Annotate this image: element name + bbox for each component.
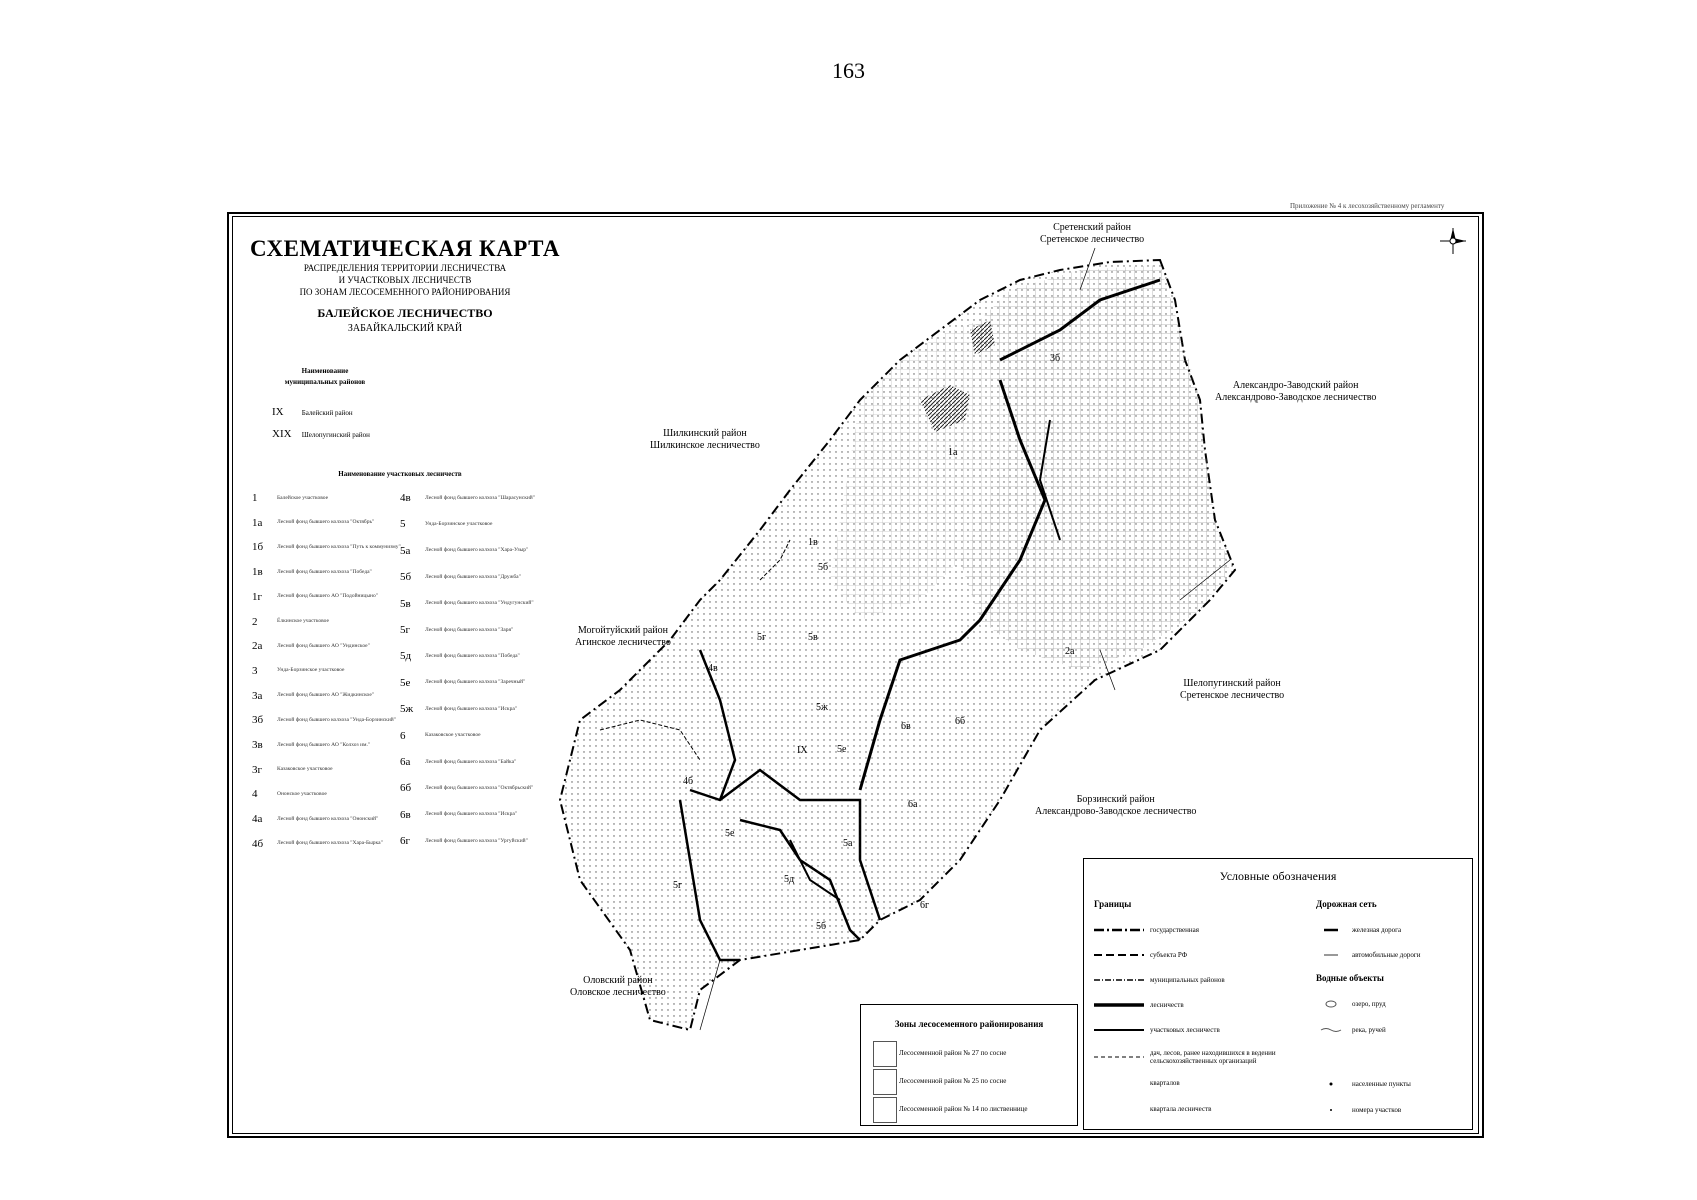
boundary-agro-symbol [1094, 1052, 1144, 1062]
uchastok-item [252, 759, 412, 781]
map-zone-label: 6г [920, 900, 930, 911]
uchastok-code: 1а [252, 516, 263, 529]
legend-row [1316, 950, 1420, 960]
uchastok-name: Лесной фонд бывшего АО "Ундинское" [277, 642, 370, 649]
zone-swatch [873, 1041, 897, 1067]
legend-label: государственная [1150, 926, 1199, 934]
uchastok-item [400, 487, 560, 509]
municipal-name: Балейский район [301, 409, 353, 417]
uchastok-name: Лесной фонд бывшего колхоза "Заря" [425, 626, 514, 633]
uchastok-item [400, 751, 560, 773]
zone-item: Лесосеменной район № 25 по сосне [899, 1077, 1007, 1085]
legend-title: Условные обозначения [1219, 869, 1337, 883]
uchastok-code: 5ж [400, 703, 414, 716]
municipal-name: Шелопугинский район [301, 431, 370, 439]
map-zone-label: 5а [843, 838, 853, 849]
uchastok-code: 4в [400, 492, 411, 504]
uchastok-code: 1в [252, 566, 263, 579]
uchastok-code: 5а [400, 544, 411, 557]
uchastok-code: 5д [400, 650, 412, 663]
municipal-code: XIX [272, 428, 292, 440]
uchastok-code: 3б [252, 714, 264, 727]
legend-label: кварталов [1150, 1079, 1180, 1087]
uchastok-name: Лесной фонд бывшего колхоза "Шарасунский" [425, 494, 535, 501]
legend-label: номера участков [1352, 1106, 1402, 1114]
neighbor-forestry: Шилкинское лесничество [650, 440, 760, 451]
uchastok-item [400, 725, 560, 747]
uchastok-item [400, 619, 560, 641]
neighbor-name: Борзинский район [1076, 794, 1155, 805]
uchastok-name: Лесной фонд бывшего АО "Подойницыно" [277, 593, 378, 600]
uchastok-name: Лесной фонд бывшего колхоза "Ургуйский" [425, 837, 528, 844]
railway-symbol [1316, 925, 1346, 935]
uchastok-code: 3 [252, 664, 258, 677]
legend-roads-title: Дорожная сеть [1316, 899, 1377, 909]
legend-row [1316, 1105, 1401, 1115]
uchastok-item [252, 561, 412, 583]
uchastok-item [400, 645, 560, 667]
uchastok-code: 5 [400, 518, 406, 531]
plot-number-symbol [1316, 1105, 1346, 1115]
uchastok-name: Унда-Борзинское участковое [277, 667, 345, 674]
map-zone-label: 6б [955, 716, 966, 727]
uchastok-code: 4б [252, 837, 264, 850]
uchastok-code: 4а [252, 813, 263, 826]
uchastok-item [252, 611, 412, 633]
uchastok-code: 5е [400, 676, 411, 689]
uchastok-code: 6г [400, 835, 411, 848]
forestry-name: БАЛЕЙСКОЕ ЛЕСНИЧЕСТВО [317, 306, 493, 320]
legend-label: участковых лесничеств [1150, 1026, 1220, 1034]
uchastok-name: Лесной фонд бывшего колхоза "Ундугунский" [425, 600, 534, 607]
uchastok-item [252, 635, 412, 657]
uchastok-name: Лесной фонд бывшего колхоза "Унда-Борзинский" [277, 716, 396, 723]
uchastok-item [252, 685, 412, 707]
uchastok-item [252, 734, 412, 756]
uchastok-name: Казаковское участковое [277, 766, 333, 773]
legend-label: железная дорога [1352, 926, 1402, 934]
uchastok-name: Лесной фонд бывшего колхоза "Октябрьский" [425, 784, 534, 791]
uchastok-code: 2а [252, 640, 263, 653]
uchastok-item [400, 513, 560, 535]
map-zone-label: 5е [837, 744, 847, 755]
uchastok-item [252, 783, 412, 805]
municipal-code: IX [272, 406, 284, 418]
legend-row [1094, 950, 1187, 960]
uchastok-code: 1г [252, 590, 263, 603]
neighbor-forestry: Александрово-Заводское лесничество [1215, 392, 1377, 403]
uchastok-item [252, 586, 412, 608]
map-subtitle-3: ПО ЗОНАМ ЛЕСОСЕМЕННОГО РАЙОНИРОВАНИЯ [299, 287, 511, 297]
uchastok-name: Лесной фонд бывшего колхоза "Ононский" [277, 815, 379, 822]
uchastok-code: 5в [400, 597, 411, 610]
map-zone-label: 1в [808, 537, 818, 548]
zone-item: Лесосеменной район № 27 по сосне [899, 1049, 1007, 1057]
uchastok-item [252, 660, 412, 682]
uchastok-name: Лесной фонд бывшего колхоза "Дружба" [425, 573, 521, 580]
map-title-block [250, 236, 560, 334]
uchastok-name: Унда-Борзинское участковое [425, 520, 493, 527]
map-subtitle-1: РАСПРЕДЕЛЕНИЯ ТЕРРИТОРИИ ЛЕСНИЧЕСТВА [303, 263, 507, 273]
map-zone-label: 5б [816, 921, 827, 932]
legend-row [1150, 1079, 1180, 1087]
uchastok-name: Лесной фонд бывшего колхоза "Байка" [425, 758, 517, 765]
uchastok-name: Балейское участковое [277, 494, 329, 501]
uchastok-code: 1 [252, 492, 258, 504]
boundary-uchastok-symbol [1094, 1025, 1144, 1035]
legend-row [1094, 925, 1199, 935]
zone-swatch [873, 1097, 897, 1123]
map-title: СХЕМАТИЧЕСКАЯ КАРТА [250, 236, 560, 261]
legend-row [1150, 1105, 1211, 1113]
uchastok-item [400, 540, 560, 562]
map-zone-label: 5д [784, 874, 795, 885]
map-subtitle-2: И УЧАСТКОВЫХ ЛЕСНИЧЕСТВ [338, 275, 472, 285]
neighbor-label [570, 975, 666, 999]
legend-boundaries-title: Границы [1094, 899, 1132, 909]
uchastok-code: 6 [400, 729, 406, 742]
neighbor-name: Оловский район [583, 975, 653, 986]
legend-label: субъекта РФ [1150, 951, 1188, 959]
neighbor-name: Сретенский район [1053, 222, 1132, 233]
legend-row [1094, 1000, 1184, 1010]
uchastok-item [400, 698, 560, 720]
uchastok-item [252, 709, 412, 731]
map-zone-label: 6в [901, 721, 911, 732]
map-zone-label: 5е [725, 828, 735, 839]
region-name: ЗАБАЙКАЛЬСКИЙ КРАЙ [347, 323, 463, 334]
neighbor-forestry: Оловское лесничество [570, 987, 666, 998]
neighbor-label [1035, 794, 1196, 818]
lake-symbol [1316, 999, 1346, 1009]
legend-water-title: Водные объекты [1316, 973, 1384, 983]
page-number: 163 [832, 58, 865, 83]
uchastok-code: 3в [252, 739, 263, 751]
map-zone-label: IX [797, 745, 808, 756]
uchastok-name: Лесной фонд бывшего колхоза "Октябрь" [277, 519, 375, 526]
legend-row [1094, 1025, 1220, 1035]
neighbor-name: Александро-Заводский район [1232, 380, 1359, 391]
uchastok-item [400, 672, 560, 694]
uchastok-name: Лесной фонд бывшего колхоза "Заречный" [425, 679, 526, 686]
map-zone-label: 5г [673, 880, 683, 891]
uchastok-item [252, 833, 412, 855]
neighbor-label [1040, 222, 1144, 246]
municipal-header-2: муниципальных районов [284, 378, 366, 386]
map-zone-label: 2а [1065, 646, 1075, 657]
uchastok-code: 6в [400, 808, 411, 821]
uchastok-name: Лесной фонд бывшего АО "Жидкинское" [277, 692, 375, 699]
neighbor-label [1180, 678, 1284, 702]
legend-label: дач, лесов, ранее находившихся в ведении сельскохозяйственных организаций [1150, 1049, 1276, 1065]
uchastok-name: Лесной фонд бывшего АО "Колхоз им." [277, 741, 371, 748]
boundary-subject-symbol [1094, 950, 1144, 960]
uchastok-item [400, 830, 560, 852]
uchastok-item [400, 804, 560, 826]
uchastok-name: Лесной фонд бывшего колхоза "Путь к коммунизму" [277, 543, 401, 550]
legend-label: квартала лесничеств [1150, 1105, 1212, 1113]
neighbor-name: Шилкинский район [663, 428, 747, 439]
uchastok-code: 6б [400, 782, 412, 795]
legend-label: населенные пункты [1352, 1080, 1411, 1088]
neighbor-label [575, 625, 671, 649]
legend-row [1316, 999, 1386, 1009]
neighbor-forestry: Сретенское лесничество [1040, 234, 1145, 245]
boundary-municipal-symbol [1094, 975, 1144, 985]
uchastok-code: 6а [400, 756, 411, 768]
settlement-symbol [1316, 1079, 1346, 1089]
zone-item: Лесосеменной район № 14 по лиственнице [899, 1105, 1028, 1113]
uchastok-code: 3г [252, 763, 263, 776]
map-zone-label: 6а [908, 799, 918, 810]
legend-row [1316, 1025, 1386, 1035]
river-symbol [1316, 1025, 1346, 1035]
map-legend [1083, 858, 1473, 1130]
municipal-item [272, 428, 370, 440]
uchastok-code: 5б [400, 571, 412, 584]
uchastok-item [252, 487, 412, 509]
neighbor-forestry: Александрово-Заводское лесничество [1035, 806, 1197, 817]
legend-row [1094, 975, 1225, 985]
uchastok-code: 1б [252, 541, 264, 554]
map-zone-label: 5г [757, 632, 767, 643]
uchastok-name: Лесной фонд бывшего колхоза "Искра" [425, 811, 518, 818]
neighbor-name: Могойтуйский район [577, 625, 668, 636]
legend-row [1094, 1049, 1314, 1065]
uchastok-code: 5г [400, 624, 411, 636]
neighbor-label [650, 428, 760, 452]
boundary-state-symbol [1094, 925, 1144, 935]
neighbor-forestry: Сретенское лесничество [1180, 690, 1285, 701]
uchastok-name: Лесной фонд бывшего колхоза "Искра" [425, 705, 518, 712]
legend-label: лесничеств [1150, 1001, 1184, 1009]
map-zone-label: 4б [683, 776, 694, 787]
map-zone-label: 5ж [816, 702, 828, 713]
uchastok-item [400, 593, 560, 615]
uchastok-name: Лесной фонд бывшего колхоза "Хара-Бырка" [277, 840, 383, 847]
legend-label: река, ручей [1352, 1026, 1386, 1034]
uchastok-code: 2 [252, 615, 258, 628]
uchastok-item [400, 566, 560, 588]
uchastok-code: 3а [252, 689, 263, 702]
map-zone-label: 5б [818, 562, 829, 573]
legend-label: озеро, пруд [1352, 1000, 1386, 1008]
boundary-forestry-symbol [1094, 1000, 1144, 1010]
uchastok-name: Лесной фонд бывшего колхоза "Победа" [277, 568, 372, 575]
uchastok-item [252, 808, 412, 830]
neighbor-label [1215, 380, 1376, 404]
uchastok-item [252, 536, 412, 558]
seed-zones-title: Зоны лесосеменного районирования [894, 1019, 1044, 1029]
uchastki-header: Наименование участковых лесничеств [338, 470, 462, 478]
uchastok-item [252, 512, 412, 534]
legend-row [1316, 925, 1401, 935]
zone-swatch [873, 1069, 897, 1095]
uchastok-name: Лесной фонд бывшего колхоза "Победа" [425, 652, 520, 659]
municipal-header [265, 366, 385, 388]
uchastok-name: Лесной фонд бывшего колхоза "Хара-Узыр" [425, 547, 529, 554]
map-zone-label: 4в [708, 663, 718, 674]
uchastok-name: Казаковское участковое [425, 732, 481, 739]
road-symbol [1316, 950, 1346, 960]
appendix-note: Приложение № 4 к лесохозяйственному регламенту [1290, 202, 1445, 210]
map-zone-label: 3б [1050, 353, 1061, 364]
uchastok-code: 4 [252, 788, 258, 801]
neighbor-forestry: Агинское лесничество [575, 637, 671, 648]
municipal-item [272, 406, 353, 418]
neighbor-name: Шелопугинский район [1183, 678, 1281, 689]
uchastok-name: Ононское участковое [277, 790, 327, 797]
legend-row [1316, 1079, 1411, 1089]
map-zone-label: 1а [948, 447, 958, 458]
municipal-header-1: Наименование [301, 367, 349, 375]
compass-rose-icon [1438, 226, 1468, 256]
legend-label: автомобильные дороги [1352, 951, 1421, 959]
map-zone-label: 5в [808, 632, 818, 643]
legend-label: муниципальных районов [1150, 976, 1225, 984]
uchastok-name: Ёлкинское участковое [277, 618, 329, 624]
uchastok-item [400, 777, 560, 799]
seed-zones-legend [860, 1004, 1078, 1126]
